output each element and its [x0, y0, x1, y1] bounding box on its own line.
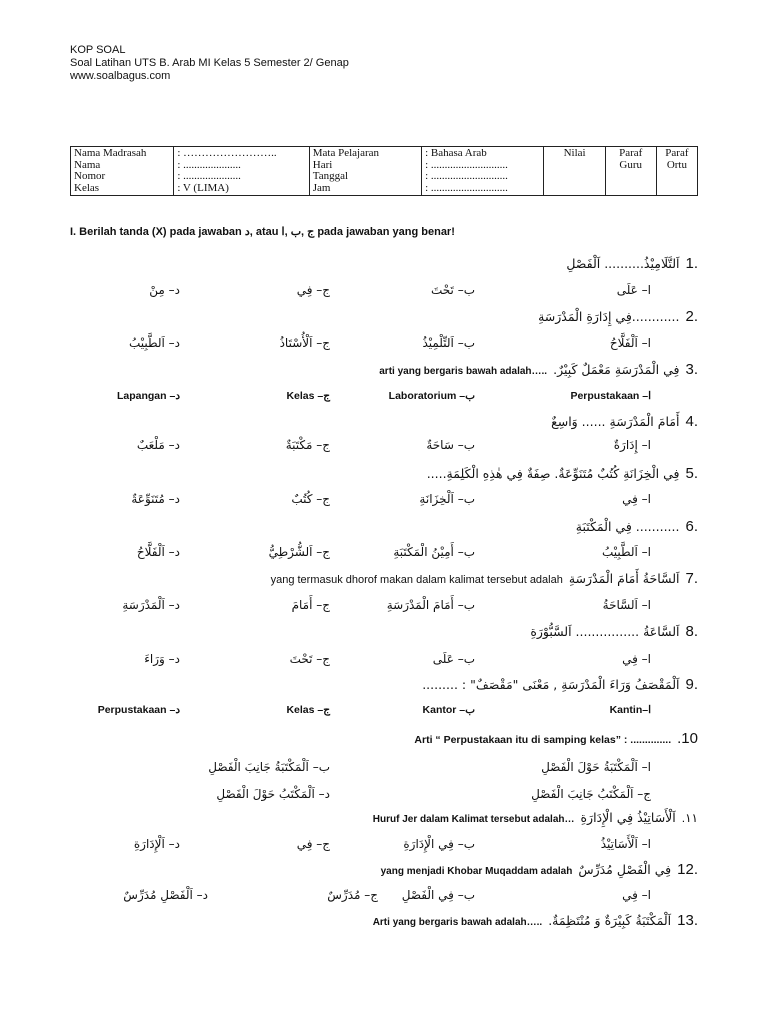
question-5 — [427, 465, 698, 482]
option-d[interactable]: Perpustakaan –د — [97, 704, 180, 716]
nilai-box[interactable] — [544, 147, 605, 196]
option-a[interactable]: ا– اَلْأَسَاتِيْذُ — [600, 837, 651, 851]
option-b[interactable]: ب– عَلَى — [432, 652, 475, 666]
question-text: اَلْمَكْتَبَةُ كَبِيْرَةٌ وَ مُنْتَظِمَةٌ. — [548, 913, 672, 928]
paraf-ortu-label-1: Paraf — [665, 147, 689, 159]
option-c[interactable]: ج– اَلْمَكْتَبُ جَانِبَ الْفَصْلِ — [531, 787, 651, 801]
field-mata-pelajaran[interactable]: : Bahasa Arab — [425, 147, 487, 159]
question-number: 9. — [685, 676, 698, 693]
question-note: yang menjadi Khobar Muqaddam adalah — [380, 866, 573, 877]
question-12 — [381, 861, 698, 878]
option-a[interactable]: ا– اَلْفَلَّاحُ — [609, 336, 651, 350]
field-nomor[interactable]: : ..................... — [177, 170, 241, 182]
option-c[interactable]: Kelas –ج — [286, 704, 330, 716]
option-b[interactable]: Laboratorium –ب — [388, 390, 475, 402]
option-c[interactable]: ج– مُدَرِّسٌ — [327, 888, 378, 902]
option-a[interactable]: ا– فِي — [622, 888, 651, 902]
label-column — [71, 147, 174, 196]
question-text: ........... فِي الْمَكْتَبَةِ — [575, 519, 680, 534]
option-d[interactable]: د– اَلْفَلَّاحُ — [136, 545, 180, 559]
question-13 — [373, 912, 698, 929]
field-nama-madrasah[interactable]: : …………………….. — [177, 147, 277, 159]
option-d[interactable]: Lapangan –د — [116, 390, 180, 402]
question-text: فِي الْخِزَانَةِ كُتُبٌ مُتَنَوِّعَةٌ. صِفَةٌ فِي هٰذِهِ الْكَلِمَةِ..... — [426, 466, 680, 481]
option-d[interactable]: د– وَرَاءَ — [144, 652, 180, 666]
option-a[interactable]: ا– اَلطَّبِيْبُ — [601, 545, 651, 559]
question-1 — [566, 255, 698, 272]
question-number: 7. — [685, 570, 698, 587]
paraf-ortu-box[interactable] — [656, 147, 697, 196]
question-text: Arti “ Perpustakaan itu di samping kelas” : .............. — [414, 734, 672, 746]
option-c[interactable]: ج– أَمَامَ — [291, 598, 330, 612]
option-b[interactable]: ب– اَلْخِزَانَةِ — [419, 492, 475, 506]
label-column-2 — [309, 147, 421, 196]
label-kelas: Kelas — [74, 181, 100, 194]
paraf-guru-label-2: Guru — [619, 158, 643, 171]
option-b[interactable]: ب– تَحْتَ — [431, 283, 475, 297]
field-kelas[interactable]: : V (LIMA) — [177, 181, 229, 194]
option-a[interactable]: ا– فِي — [622, 492, 651, 506]
question-number: 2. — [685, 308, 698, 325]
question-10 — [414, 730, 698, 747]
option-d[interactable]: د– مُتَنَوِّعَةٌ — [131, 492, 180, 506]
option-c[interactable]: ج– مَكْتَبَةٌ — [285, 438, 330, 452]
option-c[interactable]: Kelas –ج — [286, 390, 330, 402]
question-4 — [551, 413, 698, 430]
question-text: اَلسَّاعَةُ ................ اَلسَّبُّوْرَةِ — [530, 624, 680, 639]
option-d[interactable]: د– اَلْفَصْلِ مُدَرِّسٌ — [123, 888, 208, 902]
option-d[interactable]: د– اَلطَّبِيْبُ — [128, 336, 180, 350]
option-a[interactable]: Perpustakaan –ا — [570, 390, 651, 402]
option-a[interactable]: ا– عَلَى — [616, 283, 651, 297]
label-nama: Nama — [74, 158, 101, 171]
option-b[interactable]: ب– اَلتِّلْمِيْذُ — [422, 336, 475, 350]
question-7 — [271, 570, 698, 587]
option-d[interactable]: د– اَلْمَكْتَبُ حَوْلَ الْفَصْلِ — [216, 787, 330, 801]
question-number: 5. — [685, 465, 698, 482]
value-column-2[interactable] — [422, 147, 544, 196]
option-b[interactable]: ب– فِي الْفَصْلِ — [401, 888, 475, 902]
question-2 — [538, 308, 698, 325]
option-b[interactable]: ب– أَمَامَ الْمَدْرَسَةِ — [386, 598, 475, 612]
instruction: I. Berilah tanda (X) pada jawaban د, atau ج ,ب ,ا pada jawaban yang benar! — [70, 226, 455, 238]
question-11 — [373, 810, 698, 825]
question-text: فِي الْفَصْلِ مُدَرِّسٌ — [578, 862, 672, 877]
question-9 — [422, 676, 698, 693]
option-c[interactable]: ج– فِي — [296, 837, 330, 851]
nilai-label: Nilai — [563, 147, 586, 159]
question-number: .١١ — [681, 811, 698, 825]
question-text: ............فِي إِدَارَةِ الْمَدْرَسَةِ — [538, 309, 680, 324]
question-8 — [530, 623, 698, 640]
question-3 — [379, 361, 698, 378]
identity-table — [70, 146, 698, 196]
option-a[interactable]: ا– اَلْمَكْتَبَةُ حَوْلَ الْفَصْلِ — [541, 760, 651, 774]
label-nomor: Nomor — [74, 170, 106, 182]
paraf-guru-label-1: Paraf — [619, 147, 643, 159]
question-number: 6. — [685, 518, 698, 535]
option-a[interactable]: ا– فِي — [622, 652, 651, 666]
field-hari[interactable]: : ............................ — [425, 158, 508, 171]
question-6 — [576, 518, 698, 535]
option-c[interactable]: ج– تَحْتَ — [289, 652, 330, 666]
label-tanggal: Tanggal — [312, 170, 349, 182]
question-note: yang termasuk dhorof makan dalam kalimat tersebut adalah — [270, 574, 563, 586]
label-jam: Jam — [312, 181, 331, 194]
question-text: أَمَامَ الْمَدْرَسَةِ ...... وَاسِعٌ — [551, 414, 680, 429]
question-number: .10 — [677, 730, 698, 747]
question-number: 12. — [677, 861, 698, 878]
option-d[interactable]: د– اَلْمَدْرَسَةِ — [122, 598, 180, 612]
option-d[interactable]: د– مِنْ — [149, 283, 180, 297]
field-jam[interactable]: : ............................ — [425, 181, 508, 194]
option-a[interactable]: Kantin–ا — [609, 704, 651, 716]
value-column[interactable] — [174, 147, 309, 196]
question-text: اَلتَّلَامِيْذُ.......... اَلْفَصْلِ — [566, 256, 680, 271]
option-c[interactable]: ج– فِي — [296, 283, 330, 297]
label-mata-pelajaran: Mata Pelajaran — [312, 147, 380, 159]
option-c[interactable]: ج– اَلشُّرْطِيُّ — [268, 545, 330, 559]
option-b[interactable]: ب– اَلْمَكْتَبَةُ جَانِبَ الْفَصْلِ — [208, 760, 330, 774]
website-link[interactable]: www.soalbagus.com — [70, 70, 171, 82]
question-text: فِي الْمَدْرَسَةِ مَعْمَلٌ كَبِيْرٌ. — [553, 362, 680, 377]
option-b[interactable]: ب– فِي الْإِدَارَةِ — [403, 837, 475, 851]
option-c[interactable]: ج– اَلْأُسْتَاذُ — [279, 336, 330, 350]
option-a[interactable]: ا– إِدَارَةٌ — [613, 438, 651, 452]
label-hari: Hari — [312, 158, 333, 171]
kop-soal: KOP SOAL — [70, 44, 126, 56]
paraf-guru-box[interactable] — [605, 147, 656, 196]
question-text: اَلْمَقْصَفُ وَرَاءَ الْمَدْرَسَةِ , مَعْنَى "مَقْصَفٌ" : ......... — [422, 677, 680, 692]
option-d[interactable]: د– اَلْإِدَارَةِ — [133, 837, 180, 851]
label-nama-madrasah: Nama Madrasah — [74, 147, 147, 159]
document-title: Soal Latihan UTS B. Arab MI Kelas 5 Semester 2/ Genap — [70, 57, 349, 69]
field-tanggal[interactable]: : ............................ — [425, 170, 508, 182]
option-c[interactable]: ج– كُتُبٌ — [291, 492, 330, 506]
option-d[interactable]: د– مَلْعَبٌ — [136, 438, 180, 452]
option-b[interactable]: Kantor –ب — [422, 704, 475, 716]
question-text: اَلسَّاحَةُ أَمَامَ الْمَدْرَسَةِ — [568, 571, 680, 586]
question-number: 1. — [685, 255, 698, 272]
option-a[interactable]: ا– اَلسَّاحَةُ — [602, 598, 651, 612]
paraf-ortu-label-2: Ortu — [666, 158, 687, 171]
question-number: 8. — [685, 623, 698, 640]
field-nama[interactable]: : ..................... — [177, 158, 241, 171]
question-note: Huruf Jer dalam Kalimat tersebut adalah… — [372, 814, 575, 825]
question-note: Arti yang bergaris bawah adalah….. — [372, 917, 543, 928]
option-b[interactable]: ب– سَاحَةٌ — [426, 438, 475, 452]
option-b[interactable]: ب– أَمِيْنُ الْمَكْتَبَةِ — [393, 545, 475, 559]
question-text: اَلْأَسَاتِيْذُ فِي الْإِدَارَةِ — [580, 810, 676, 825]
question-note: arti yang bergaris bawah adalah….. — [379, 366, 548, 377]
question-number: 13. — [677, 912, 698, 929]
question-number: 4. — [685, 413, 698, 430]
question-number: 3. — [685, 361, 698, 378]
